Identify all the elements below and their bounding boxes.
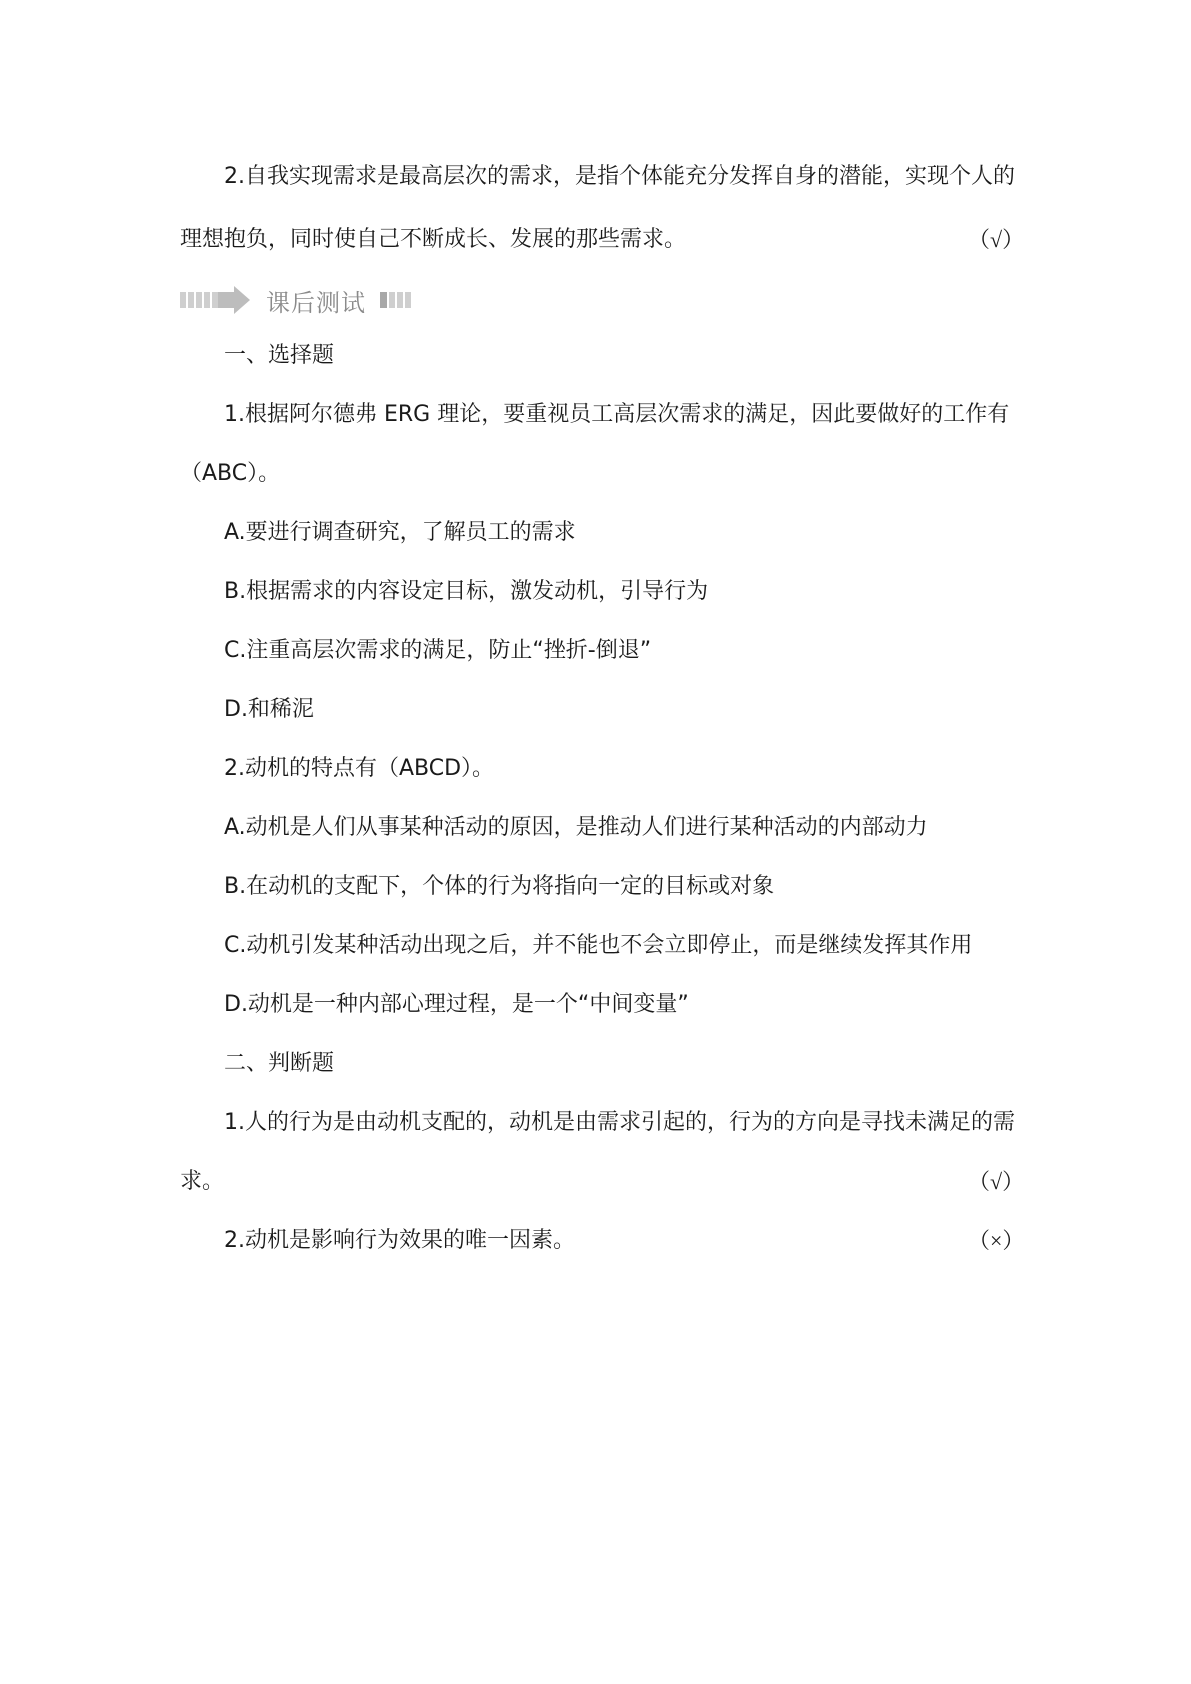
top-item-line-2: 理想抱负，同时使自己不断成长、发展的那些需求。: [180, 227, 687, 252]
section-header: [180, 282, 411, 318]
part1-q1-line-1: 1.根据阿尔德弗 ERG 理论，要重视员工高层次需求的满足，因此要做好的工作有: [224, 402, 1010, 427]
decorative-bars-left-icon: [180, 292, 218, 308]
part2-q1-line-1: 1.人的行为是由动机支配的，动机是由需求引起的，行为的方向是寻找未满足的需: [224, 1110, 1015, 1135]
part1-q2-option-d: D.动机是一种内部心理过程，是一个“中间变量”: [224, 992, 689, 1017]
decorative-bars-right-icon: [380, 292, 411, 308]
part2-q2-line-1: 2.动机是影响行为效果的唯一因素。: [224, 1228, 575, 1253]
section-title: 课后测试: [266, 288, 366, 317]
top-item-line-1: 2.自我实现需求是最高层次的需求，是指个体能充分发挥自身的潜能，实现个人的: [224, 164, 1015, 189]
part1-q1-option-b: B.根据需求的内容设定目标，激发动机，引导行为: [224, 579, 709, 604]
part1-q1-line-2: （ABC）。: [180, 461, 281, 486]
part1-q2-option-a: A.动机是人们从事某种活动的原因，是推动人们进行某种活动的内部动力: [224, 815, 928, 840]
part2-q2-mark: （×）: [968, 1228, 1025, 1253]
part1-heading: 一、选择题: [224, 343, 335, 368]
part1-q1-option-a: A.要进行调查研究，了解员工的需求: [224, 520, 576, 545]
arrow-head-icon: [234, 286, 250, 314]
part1-q2-option-b: B.在动机的支配下，个体的行为将指向一定的目标或对象: [224, 874, 775, 899]
part1-q1-option-c: C.注重高层次需求的满足，防止“挫折-倒退”: [224, 638, 652, 663]
part2-q1-mark: （√）: [968, 1169, 1025, 1194]
part1-q2-line-1: 2.动机的特点有（ABCD）。: [224, 756, 495, 781]
part1-q1-option-d: D.和稀泥: [224, 697, 314, 722]
part2-heading: 二、判断题: [224, 1051, 335, 1076]
part1-q2-option-c: C.动机引发某种活动出现之后，并不能也不会立即停止，而是继续发挥其作用: [224, 933, 973, 958]
part2-q1-line-2: 求。: [180, 1169, 225, 1194]
top-item-mark: （√）: [968, 227, 1025, 252]
